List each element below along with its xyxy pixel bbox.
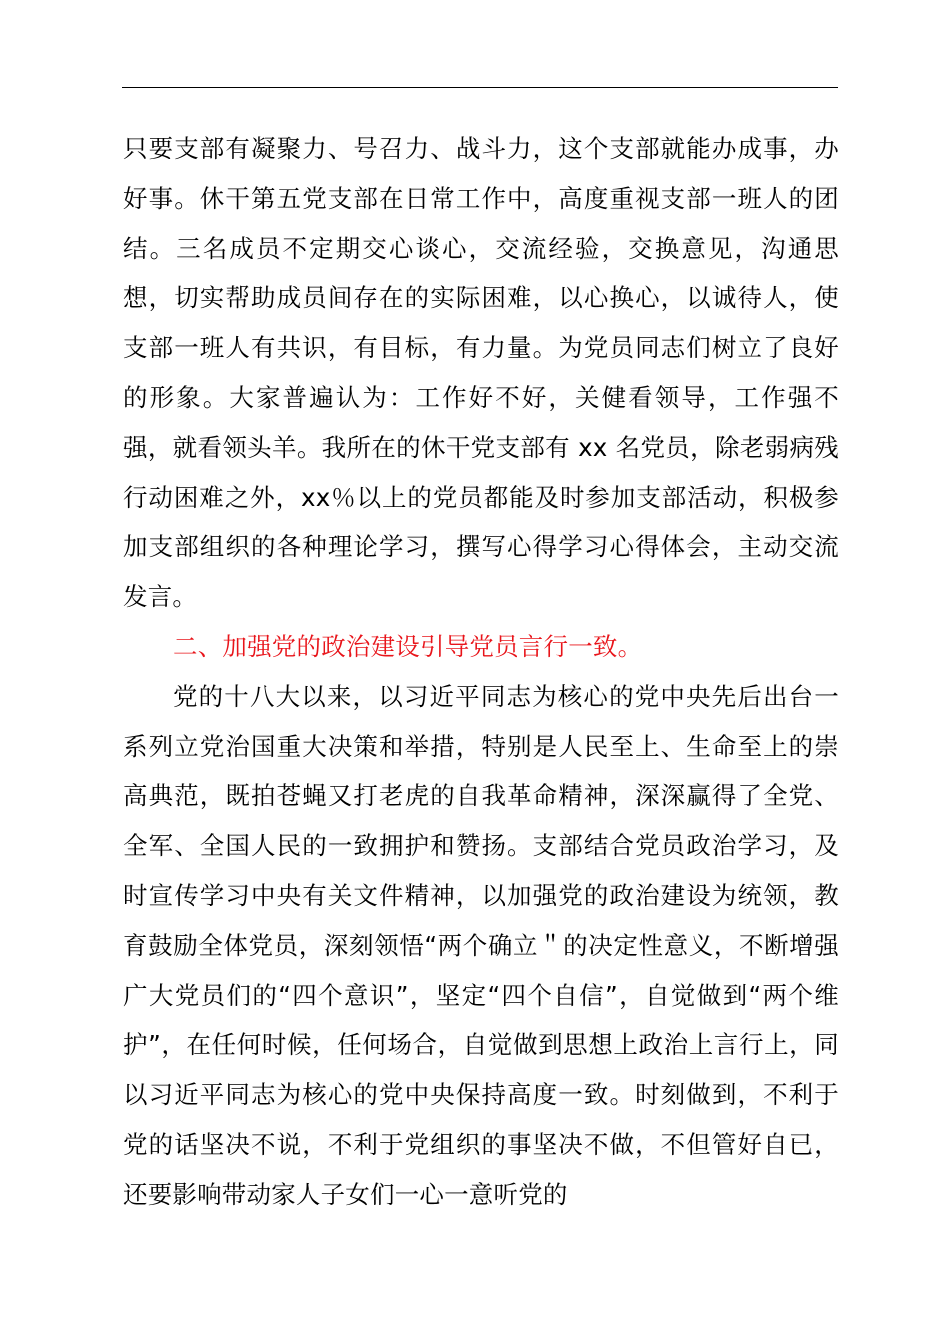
body-paragraph-2: 党的十八大以来，以习近平同志为核心的党中央先后出台一系列立党治国重大决策和举措，特别是人民至上、生命至上的崇高典范，既拍苍蝇又打老虎的自我革命精神，深深赢得了全党、全军、全国人民的一致拥护和赞扬。支部结合党员政治学习，及时宣传学习中央有关文件精神，以加强党的政治建设为统领，教育鼓励全体党员，深刻领悟“两个确立＂的决定性意义，不断增强广大党员们的“四个意识”，坚定“四个自信”，自觉做到“两个维护”，在任何时候，任何场合，自觉做到思想上政治上言行上，同以习近平同志为核心的党中央保持高度一致。时刻做到，不利于党的话坚决不说，不利于党组织的事坚决不做，不但管好自已，还要影响带动家人子女们一心一意听党的 (123, 681, 839, 1209)
document-body (123, 124, 839, 1220)
header-rule (122, 87, 838, 88)
section-heading-2: 二、加强党的政治建设引导党员言行一致。 (173, 631, 643, 661)
body-paragraph-1: 只要支部有凝聚力、号召力、战斗力，这个支部就能办成事，办好事。休干第五党支部在日常工作中，高度重视支部一班人的团结。三名成员不定期交心谈心，交流经验，交换意见，沟通思想，切实帮助成员间存在的实际困难，以心换心，以诚待人，使支部一班人有共识，有目标，有力量。为党员同志们树立了良好的形象。大家普遍认为：工作好不好，关健看领导，工作强不强，就看领头羊。我所在的休干党支部有 xx 名党员，除老弱病残行动困难之外，xx％以上的党员都能及时参加支部活动，积极参加支部组织的各种理论学习，撰写心得学习心得体会，主动交流发言。 (123, 134, 839, 612)
